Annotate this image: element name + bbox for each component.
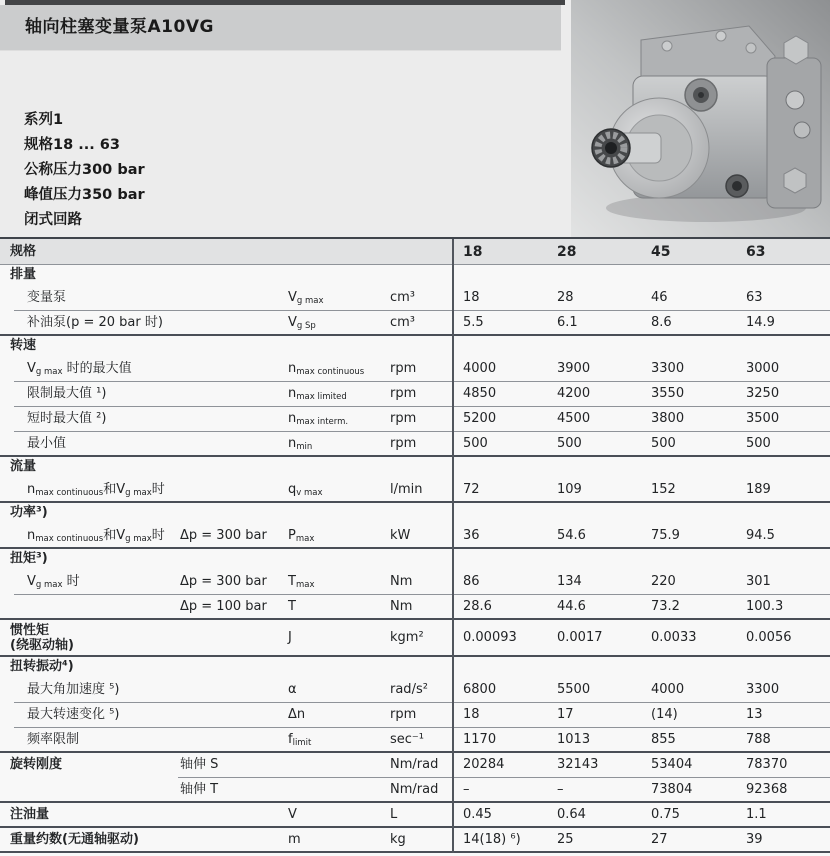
section-row bbox=[0, 657, 830, 678]
value-col-4: 13 bbox=[746, 707, 763, 723]
value-col-3: 46 bbox=[651, 290, 668, 306]
value-col-3: 220 bbox=[651, 574, 676, 590]
row-unit: Nm bbox=[390, 599, 413, 615]
value-col-2: 500 bbox=[557, 436, 582, 452]
value-col-1: 4000 bbox=[463, 361, 497, 377]
row-symbol: T bbox=[288, 599, 296, 615]
value-col-1: 6800 bbox=[463, 682, 497, 698]
row-unit: rpm bbox=[390, 386, 417, 402]
table-header-row bbox=[0, 239, 830, 265]
value-col-4: 14.9 bbox=[746, 315, 775, 331]
value-col-3: 3800 bbox=[651, 411, 685, 427]
row-symbol: $q_{v max}$ bbox=[288, 482, 323, 499]
value-col-3: 8.6 bbox=[651, 315, 672, 331]
spec-table bbox=[0, 237, 830, 856]
value-col-1: 28.6 bbox=[463, 599, 492, 615]
value-col-3: 75.9 bbox=[651, 528, 680, 544]
value-col-4: 189 bbox=[746, 482, 771, 498]
row-unit: Nm/rad bbox=[390, 782, 439, 798]
section-row bbox=[0, 265, 830, 286]
table-row bbox=[0, 803, 830, 828]
value-col-2: 17 bbox=[557, 707, 574, 723]
row-label: 旋转刚度 bbox=[10, 757, 63, 773]
value-col-1: 86 bbox=[463, 574, 480, 590]
row-unit: cm³ bbox=[390, 315, 416, 331]
row-label: 重量约数(无通轴驱动) bbox=[10, 832, 139, 848]
value-col-3: 27 bbox=[651, 832, 668, 848]
row-separator bbox=[0, 851, 830, 853]
row-unit: rpm bbox=[390, 411, 417, 427]
table-row bbox=[0, 286, 830, 311]
value-col-2: 1013 bbox=[557, 732, 591, 748]
value-col-3: 45 bbox=[651, 243, 671, 260]
value-col-3: 152 bbox=[651, 482, 676, 498]
value-col-2: 28 bbox=[557, 243, 577, 260]
row-unit: cm³ bbox=[390, 290, 416, 306]
value-col-4: 500 bbox=[746, 436, 771, 452]
value-col-2: 44.6 bbox=[557, 599, 586, 615]
table-row bbox=[0, 620, 830, 657]
value-col-4: 3500 bbox=[746, 411, 780, 427]
value-col-3: 855 bbox=[651, 732, 676, 748]
value-col-1: 4850 bbox=[463, 386, 497, 402]
row-label: 排量 bbox=[10, 267, 37, 283]
section-row bbox=[0, 549, 830, 570]
value-col-3: 3300 bbox=[651, 361, 685, 377]
value-col-3: 73.2 bbox=[651, 599, 680, 615]
row-unit: kg bbox=[390, 832, 406, 848]
row-symbol: $P_{max}$ bbox=[288, 528, 315, 545]
value-col-1: 20284 bbox=[463, 757, 505, 773]
specs-list bbox=[24, 108, 145, 233]
row-unit: kgm² bbox=[390, 630, 424, 646]
value-col-2: 54.6 bbox=[557, 528, 586, 544]
value-col-2: 109 bbox=[557, 482, 582, 498]
value-col-4: 39 bbox=[746, 832, 763, 848]
value-col-1: 72 bbox=[463, 482, 480, 498]
table-row bbox=[0, 311, 830, 336]
row-label: $V_{g max}$ 时的最大值 bbox=[27, 361, 132, 378]
table-row bbox=[0, 478, 830, 503]
value-col-4: 78370 bbox=[746, 757, 788, 773]
row-label: 流量 bbox=[10, 459, 37, 475]
value-col-2: 25 bbox=[557, 832, 574, 848]
row-unit: Nm/rad bbox=[390, 757, 439, 773]
row-unit: sec⁻¹ bbox=[390, 732, 424, 748]
row-label: 限制最大值 ¹) bbox=[27, 386, 107, 402]
row-symbol: V bbox=[288, 807, 297, 823]
value-col-1: 36 bbox=[463, 528, 480, 544]
row-label: 规格 bbox=[10, 243, 37, 259]
spec-line-peak-pressure: 峰值压力350 bar bbox=[24, 187, 145, 203]
value-col-1: 18 bbox=[463, 290, 480, 306]
row-label: 最小值 bbox=[27, 436, 67, 452]
page-title: 轴向柱塞变量泵A10VG bbox=[25, 17, 214, 37]
value-col-1: 14(18) ⁶) bbox=[463, 832, 521, 848]
table-row bbox=[0, 703, 830, 728]
value-col-2: 0.64 bbox=[557, 807, 586, 823]
value-col-2: 0.0017 bbox=[557, 630, 603, 646]
table-row bbox=[0, 595, 830, 620]
value-col-1: 500 bbox=[463, 436, 488, 452]
row-condition: 轴伸 T bbox=[180, 782, 219, 798]
row-condition: 轴伸 S bbox=[180, 757, 219, 773]
row-unit: rpm bbox=[390, 436, 417, 452]
value-col-4: 92368 bbox=[746, 782, 788, 798]
value-col-4: 94.5 bbox=[746, 528, 775, 544]
table-row bbox=[0, 357, 830, 382]
value-col-4: 3250 bbox=[746, 386, 780, 402]
value-col-4: 1.1 bbox=[746, 807, 767, 823]
row-label: 功率³) bbox=[10, 505, 48, 521]
value-col-4: 3000 bbox=[746, 361, 780, 377]
value-col-2: – bbox=[557, 782, 564, 798]
table-row bbox=[0, 570, 830, 595]
value-col-3: 53404 bbox=[651, 757, 693, 773]
table-row bbox=[0, 382, 830, 407]
row-unit: l/min bbox=[390, 482, 423, 498]
spec-line-circuit: 闭式回路 bbox=[24, 212, 82, 228]
table-row bbox=[0, 432, 830, 457]
row-label: $n_{max continuous}$和$V_{g max}$时 bbox=[27, 482, 165, 499]
value-col-2: 4500 bbox=[557, 411, 591, 427]
section-row bbox=[0, 457, 830, 478]
row-unit: Nm bbox=[390, 574, 413, 590]
value-col-3: 0.0033 bbox=[651, 630, 697, 646]
value-col-1: 18 bbox=[463, 707, 480, 723]
row-symbol: m bbox=[288, 832, 301, 848]
table-vertical-divider bbox=[452, 239, 454, 853]
value-col-2: 5500 bbox=[557, 682, 591, 698]
value-col-3: 0.75 bbox=[651, 807, 680, 823]
row-symbol: $n_{min}$ bbox=[288, 436, 313, 453]
value-col-1: 0.00093 bbox=[463, 630, 517, 646]
value-col-3: 3550 bbox=[651, 386, 685, 402]
row-symbol: $T_{max}$ bbox=[288, 574, 315, 591]
row-symbol: $f_{limit}$ bbox=[288, 732, 312, 749]
table-row bbox=[0, 828, 830, 853]
value-col-4: 301 bbox=[746, 574, 771, 590]
row-label: 扭转振动⁴) bbox=[10, 659, 74, 675]
value-col-1: 5.5 bbox=[463, 315, 484, 331]
pump-illustration bbox=[571, 0, 830, 237]
row-label: 最大角加速度 ⁵) bbox=[27, 682, 120, 698]
table-row bbox=[0, 753, 830, 778]
value-col-2: 6.1 bbox=[557, 315, 578, 331]
row-symbol: Δn bbox=[288, 707, 306, 723]
row-condition: Δp = 300 bar bbox=[180, 528, 267, 544]
table-row bbox=[0, 407, 830, 432]
value-col-2: 3900 bbox=[557, 361, 591, 377]
value-col-1: 0.45 bbox=[463, 807, 492, 823]
value-col-4: 0.0056 bbox=[746, 630, 792, 646]
table-row bbox=[0, 728, 830, 753]
spec-line-nominal-pressure: 公称压力300 bar bbox=[24, 162, 145, 178]
row-label: 扭矩³) bbox=[10, 551, 48, 567]
value-col-3: (14) bbox=[651, 707, 678, 723]
value-col-1: – bbox=[463, 782, 470, 798]
value-col-4: 100.3 bbox=[746, 599, 784, 615]
row-label: 变量泵 bbox=[27, 290, 67, 306]
table-row bbox=[0, 678, 830, 703]
value-col-4: 3300 bbox=[746, 682, 780, 698]
table-row bbox=[0, 778, 830, 803]
value-col-4: 63 bbox=[746, 243, 766, 260]
row-symbol: $n_{max limited}$ bbox=[288, 386, 347, 403]
row-unit: rad/s² bbox=[390, 682, 428, 698]
spec-line-sizes: 规格18 ... 63 bbox=[24, 137, 120, 153]
product-photo bbox=[571, 0, 830, 237]
row-symbol: $V_{g max}$ bbox=[288, 290, 324, 307]
value-col-1: 1170 bbox=[463, 732, 497, 748]
value-col-3: 73804 bbox=[651, 782, 693, 798]
row-symbol: $n_{max continuous}$ bbox=[288, 361, 365, 378]
row-label: 注油量 bbox=[10, 807, 50, 823]
row-symbol: J bbox=[288, 630, 292, 646]
row-symbol: $n_{max interm.}$ bbox=[288, 411, 349, 428]
table-row bbox=[0, 524, 830, 549]
row-label: 补油泵(p = 20 bar 时) bbox=[27, 315, 163, 331]
value-col-2: 28 bbox=[557, 290, 574, 306]
row-label: $V_{g max}$ 时 bbox=[27, 574, 80, 591]
value-col-1: 18 bbox=[463, 243, 483, 260]
value-col-2: 32143 bbox=[557, 757, 599, 773]
row-label: $n_{max continuous}$和$V_{g max}$时 bbox=[27, 528, 165, 545]
row-label: 频率限制 bbox=[27, 732, 80, 748]
row-label: 转速 bbox=[10, 338, 37, 354]
value-col-1: 5200 bbox=[463, 411, 497, 427]
row-symbol: α bbox=[288, 682, 297, 698]
row-symbol: $V_{g Sp}$ bbox=[288, 315, 316, 332]
section-row bbox=[0, 336, 830, 357]
value-col-3: 500 bbox=[651, 436, 676, 452]
value-col-4: 788 bbox=[746, 732, 771, 748]
row-unit: kW bbox=[390, 528, 411, 544]
row-unit: L bbox=[390, 807, 398, 823]
row-condition: Δp = 100 bar bbox=[180, 599, 267, 615]
spec-line-series: 系列1 bbox=[24, 112, 64, 128]
section-row bbox=[0, 503, 830, 524]
row-unit: rpm bbox=[390, 361, 417, 377]
row-condition: Δp = 300 bar bbox=[180, 574, 267, 590]
value-col-4: 63 bbox=[746, 290, 763, 306]
title-bar bbox=[0, 5, 561, 51]
value-col-3: 4000 bbox=[651, 682, 685, 698]
row-label: 最大转速变化 ⁵) bbox=[27, 707, 120, 723]
row-label: 短时最大值 ²) bbox=[27, 411, 107, 427]
value-col-2: 4200 bbox=[557, 386, 591, 402]
row-unit: rpm bbox=[390, 707, 417, 723]
row-label: 惯性矩 (绕驱动轴) bbox=[10, 622, 74, 653]
value-col-2: 134 bbox=[557, 574, 582, 590]
